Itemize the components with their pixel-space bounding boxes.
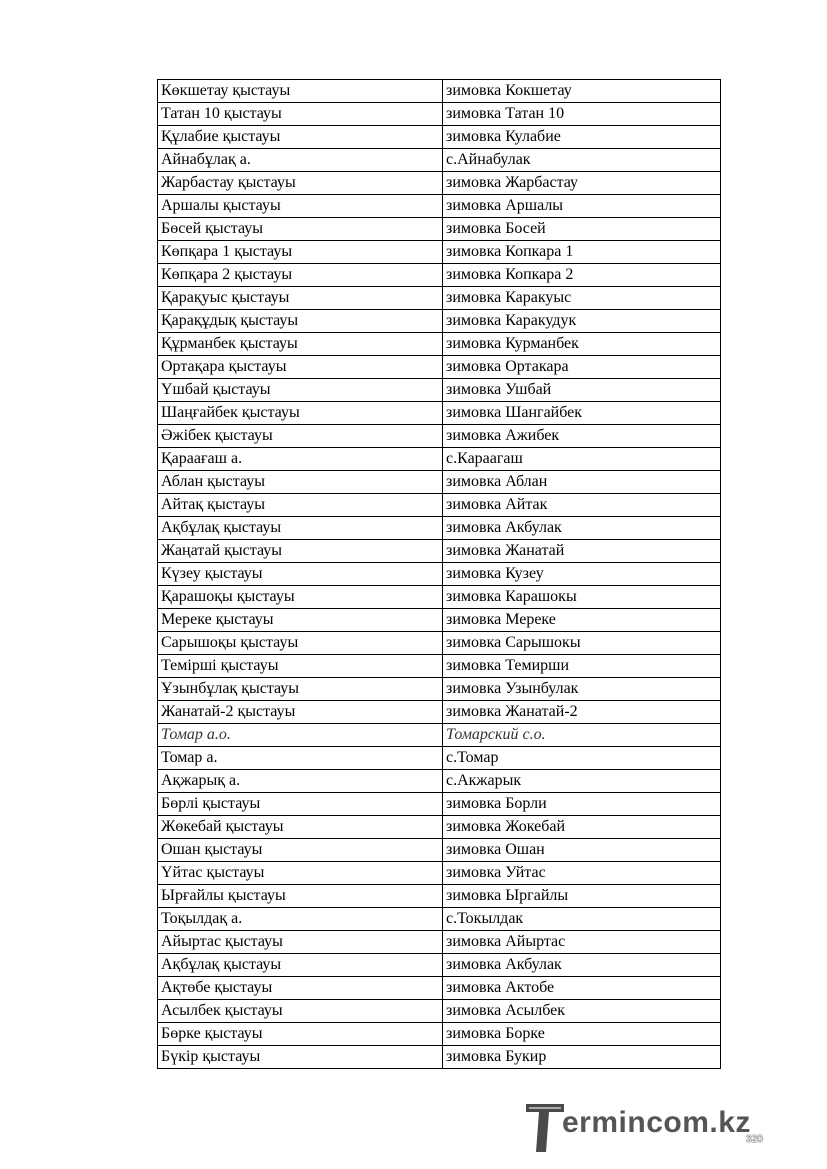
kazakh-name-cell: Әжібек қыстауы: [158, 425, 443, 448]
table-row: [158, 402, 721, 425]
russian-name-cell: зимовка Кулабие: [443, 126, 721, 149]
russian-name-cell: зимовка Курманбек: [443, 333, 721, 356]
russian-name-cell: зимовка Акбулак: [443, 954, 721, 977]
kazakh-name-cell: Көкшетау қыстауы: [158, 80, 443, 103]
kazakh-name-cell: Айтақ қыстауы: [158, 494, 443, 517]
table-row: [158, 356, 721, 379]
kazakh-name-cell: Көпқара 1 қыстауы: [158, 241, 443, 264]
russian-name-cell: зимовка Борке: [443, 1023, 721, 1046]
russian-name-cell: с.Караагаш: [443, 448, 721, 471]
logo-t-letter-icon: [524, 1102, 566, 1154]
russian-name-cell: зимовка Жокебай: [443, 816, 721, 839]
table-row: [158, 885, 721, 908]
russian-name-cell: зимовка Айтак: [443, 494, 721, 517]
table-row: [158, 724, 721, 747]
russian-name-cell: зимовка Актобе: [443, 977, 721, 1000]
table-body: [158, 80, 721, 1069]
table-row: [158, 103, 721, 126]
table-row: [158, 770, 721, 793]
table-row: [158, 839, 721, 862]
russian-name-cell: зимовка Айыртас: [443, 931, 721, 954]
russian-name-cell: зимовка Ажибек: [443, 425, 721, 448]
page-number: 320: [746, 1134, 763, 1145]
kazakh-name-cell: Құлабие қыстауы: [158, 126, 443, 149]
russian-name-cell: зимовка Татан 10: [443, 103, 721, 126]
table-row: [158, 908, 721, 931]
russian-name-cell: зимовка Ошан: [443, 839, 721, 862]
table-row: [158, 195, 721, 218]
kazakh-name-cell: Күзеу қыстауы: [158, 563, 443, 586]
kazakh-name-cell: Ақтөбе қыстауы: [158, 977, 443, 1000]
kazakh-name-cell: Томар а.: [158, 747, 443, 770]
table-row: [158, 1023, 721, 1046]
russian-name-cell: с.Айнабулак: [443, 149, 721, 172]
russian-name-cell: зимовка Асылбек: [443, 1000, 721, 1023]
russian-name-cell: зимовка Жарбастау: [443, 172, 721, 195]
table-row: [158, 701, 721, 724]
terms-table: [157, 79, 721, 1069]
kazakh-name-cell: Аблан қыстауы: [158, 471, 443, 494]
table-row: [158, 1046, 721, 1069]
kazakh-name-cell: Қарақұдық қыстауы: [158, 310, 443, 333]
kazakh-name-cell: Көпқара 2 қыстауы: [158, 264, 443, 287]
russian-name-cell: зимовка Карашокы: [443, 586, 721, 609]
russian-name-cell: зимовка Босей: [443, 218, 721, 241]
table-row: [158, 655, 721, 678]
termincom-logo: [524, 1098, 824, 1158]
kazakh-name-cell: Жанатай-2 қыстауы: [158, 701, 443, 724]
table-row: [158, 80, 721, 103]
russian-name-cell: зимовка Мереке: [443, 609, 721, 632]
table-row: [158, 471, 721, 494]
kazakh-name-cell: Темірші қыстауы: [158, 655, 443, 678]
russian-name-cell: зимовка Копкара 1: [443, 241, 721, 264]
kazakh-name-cell: Бүкір қыстауы: [158, 1046, 443, 1069]
kazakh-name-cell: Ырғайлы қыстауы: [158, 885, 443, 908]
russian-name-cell: с.Томар: [443, 747, 721, 770]
russian-name-cell: с.Акжарык: [443, 770, 721, 793]
russian-name-cell: зимовка Аршалы: [443, 195, 721, 218]
table-row: [158, 816, 721, 839]
kazakh-name-cell: Ортақара қыстауы: [158, 356, 443, 379]
kazakh-name-cell: Мереке қыстауы: [158, 609, 443, 632]
russian-name-cell: зимовка Кузеу: [443, 563, 721, 586]
table-row: [158, 747, 721, 770]
kazakh-name-cell: Ақбұлақ қыстауы: [158, 954, 443, 977]
russian-name-cell: зимовка Копкара 2: [443, 264, 721, 287]
kazakh-name-cell: Үйтас қыстауы: [158, 862, 443, 885]
kazakh-name-cell: Қараағаш а.: [158, 448, 443, 471]
kazakh-name-cell: Шаңғайбек қыстауы: [158, 402, 443, 425]
table-row: [158, 287, 721, 310]
russian-name-cell: зимовка Букир: [443, 1046, 721, 1069]
russian-name-cell: зимовка Ыргайлы: [443, 885, 721, 908]
table-row: [158, 586, 721, 609]
kazakh-name-cell: Ақжарық а.: [158, 770, 443, 793]
table-row: [158, 931, 721, 954]
kazakh-name-cell: Ошан қыстауы: [158, 839, 443, 862]
table-row: [158, 333, 721, 356]
kazakh-name-cell: Сарышоқы қыстауы: [158, 632, 443, 655]
table-row: [158, 862, 721, 885]
table-row: [158, 379, 721, 402]
russian-name-cell: зимовка Аблан: [443, 471, 721, 494]
kazakh-name-cell: Тоқылдақ а.: [158, 908, 443, 931]
kazakh-name-cell: Айыртас қыстауы: [158, 931, 443, 954]
russian-name-cell: с.Токылдак: [443, 908, 721, 931]
russian-name-cell: зимовка Сарышокы: [443, 632, 721, 655]
table-row: [158, 517, 721, 540]
logo-text: ermincom.kz: [562, 1106, 751, 1139]
table-row: [158, 264, 721, 287]
table-row: [158, 218, 721, 241]
table-row: [158, 172, 721, 195]
kazakh-name-cell: Бөсей қыстауы: [158, 218, 443, 241]
table-row: [158, 425, 721, 448]
kazakh-name-cell: Ақбұлақ қыстауы: [158, 517, 443, 540]
table-row: [158, 310, 721, 333]
kazakh-name-cell: Асылбек қыстауы: [158, 1000, 443, 1023]
russian-name-cell: зимовка Уйтас: [443, 862, 721, 885]
russian-name-cell: зимовка Акбулак: [443, 517, 721, 540]
kazakh-name-cell: Қарақуыс қыстауы: [158, 287, 443, 310]
kazakh-name-cell: Жарбастау қыстауы: [158, 172, 443, 195]
russian-name-cell: зимовка Ортакара: [443, 356, 721, 379]
russian-name-cell: зимовка Борли: [443, 793, 721, 816]
table-row: [158, 126, 721, 149]
table-row: [158, 609, 721, 632]
russian-name-cell: зимовка Жанатай-2: [443, 701, 721, 724]
kazakh-name-cell: Айнабұлақ а.: [158, 149, 443, 172]
russian-name-cell: Томарский с.о.: [443, 724, 721, 747]
table-row: [158, 1000, 721, 1023]
russian-name-cell: зимовка Каракудук: [443, 310, 721, 333]
russian-name-cell: зимовка Кокшетау: [443, 80, 721, 103]
table-row: [158, 678, 721, 701]
kazakh-name-cell: Томар а.о.: [158, 724, 443, 747]
kazakh-name-cell: Құрманбек қыстауы: [158, 333, 443, 356]
table-row: [158, 494, 721, 517]
russian-name-cell: зимовка Узынбулак: [443, 678, 721, 701]
russian-name-cell: зимовка Темирши: [443, 655, 721, 678]
russian-name-cell: зимовка Каракуыс: [443, 287, 721, 310]
table-row: [158, 448, 721, 471]
kazakh-name-cell: Татан 10 қыстауы: [158, 103, 443, 126]
table-row: [158, 563, 721, 586]
kazakh-name-cell: Қарашоқы қыстауы: [158, 586, 443, 609]
russian-name-cell: зимовка Шангайбек: [443, 402, 721, 425]
russian-name-cell: зимовка Жанатай: [443, 540, 721, 563]
table-row: [158, 793, 721, 816]
table-row: [158, 954, 721, 977]
table-row: [158, 241, 721, 264]
kazakh-name-cell: Жөкебай қыстауы: [158, 816, 443, 839]
kazakh-name-cell: Аршалы қыстауы: [158, 195, 443, 218]
table-row: [158, 632, 721, 655]
russian-name-cell: зимовка Ушбай: [443, 379, 721, 402]
kazakh-name-cell: Бөрке қыстауы: [158, 1023, 443, 1046]
kazakh-name-cell: Бөрлі қыстауы: [158, 793, 443, 816]
kazakh-name-cell: Үшбай қыстауы: [158, 379, 443, 402]
kazakh-name-cell: Ұзынбұлақ қыстауы: [158, 678, 443, 701]
table-row: [158, 149, 721, 172]
table-row: [158, 540, 721, 563]
table-row: [158, 977, 721, 1000]
kazakh-name-cell: Жаңатай қыстауы: [158, 540, 443, 563]
